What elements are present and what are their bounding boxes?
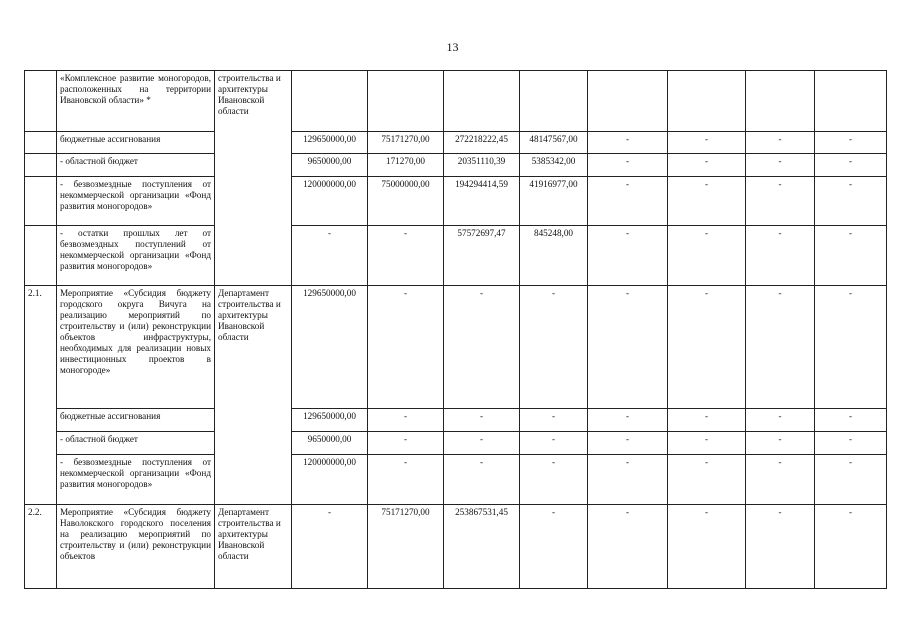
row-name: - областной бюджет xyxy=(57,154,215,177)
value-cell: - xyxy=(292,505,368,589)
value-cell: 129650000,00 xyxy=(292,286,368,409)
value-cell: - xyxy=(815,409,887,432)
table-row xyxy=(25,154,887,177)
value-cell xyxy=(292,71,368,132)
value-cell xyxy=(444,71,520,132)
value-cell xyxy=(588,71,668,132)
budget-table xyxy=(24,70,887,589)
value-cell: 75000000,00 xyxy=(368,177,444,226)
value-cell: - xyxy=(444,286,520,409)
row-number xyxy=(25,132,57,154)
value-cell xyxy=(815,71,887,132)
value-cell: - xyxy=(368,455,444,505)
value-cell: 272218222,45 xyxy=(444,132,520,154)
row-number xyxy=(25,154,57,177)
value-cell: - xyxy=(368,432,444,455)
value-cell: 129650000,00 xyxy=(292,409,368,432)
value-cell: 75171270,00 xyxy=(368,505,444,589)
row-number xyxy=(25,71,57,132)
value-cell: - xyxy=(520,286,588,409)
value-cell: 41916977,00 xyxy=(520,177,588,226)
value-cell: - xyxy=(668,154,746,177)
value-cell: - xyxy=(588,226,668,286)
value-cell: 194294414,59 xyxy=(444,177,520,226)
row-name: бюджетные ассигнования xyxy=(57,132,215,154)
value-cell: - xyxy=(588,177,668,226)
value-cell: - xyxy=(520,432,588,455)
value-cell: - xyxy=(746,432,815,455)
table-row xyxy=(25,432,887,455)
value-cell: - xyxy=(368,286,444,409)
row-name: - безвозмездные поступления от некоммерческой организации «Фонд развития моногородов» xyxy=(57,177,215,226)
value-cell: - xyxy=(746,177,815,226)
value-cell xyxy=(668,71,746,132)
value-cell: - xyxy=(815,154,887,177)
value-cell: - xyxy=(815,455,887,505)
table-row xyxy=(25,286,887,409)
value-cell: - xyxy=(588,432,668,455)
value-cell: - xyxy=(815,505,887,589)
value-cell: 9650000,00 xyxy=(292,432,368,455)
value-cell: - xyxy=(588,409,668,432)
row-name: - безвозмездные поступления от некоммерческой организации «Фонд развития моногородов» xyxy=(57,455,215,505)
value-cell: - xyxy=(815,132,887,154)
value-cell: - xyxy=(815,177,887,226)
value-cell: - xyxy=(520,409,588,432)
table-row xyxy=(25,409,887,432)
row-number: 2.2. xyxy=(25,505,57,589)
value-cell: 48147567,00 xyxy=(520,132,588,154)
table-row xyxy=(25,71,887,132)
value-cell: - xyxy=(746,455,815,505)
row-number xyxy=(25,226,57,286)
table-row xyxy=(25,226,887,286)
value-cell xyxy=(368,71,444,132)
value-cell: 5385342,00 xyxy=(520,154,588,177)
value-cell: - xyxy=(444,409,520,432)
table-row xyxy=(25,455,887,505)
table-row xyxy=(25,177,887,226)
value-cell: 253867531,45 xyxy=(444,505,520,589)
value-cell: - xyxy=(746,154,815,177)
value-cell: 9650000,00 xyxy=(292,154,368,177)
value-cell: - xyxy=(588,132,668,154)
row-name: Мероприятие «Субсидия бюджету городского округа Вичуга на реализацию мероприятий по строительству и (или) реконструкции объектов инфраструктуры, необходимых для реализации новых инвестиционных проектов в моногороде» xyxy=(57,286,215,409)
value-cell: - xyxy=(444,455,520,505)
value-cell: - xyxy=(588,154,668,177)
value-cell: 75171270,00 xyxy=(368,132,444,154)
value-cell: 129650000,00 xyxy=(292,132,368,154)
value-cell xyxy=(746,71,815,132)
row-number: 2.1. xyxy=(25,286,57,505)
value-cell: - xyxy=(668,132,746,154)
value-cell: - xyxy=(588,455,668,505)
row-name: Мероприятие «Субсидия бюджету Наволокского городского поселения на реализацию мероприятий по строительству и (или) реконструкции объектов xyxy=(57,505,215,589)
value-cell: - xyxy=(668,286,746,409)
value-cell: - xyxy=(746,132,815,154)
value-cell: - xyxy=(815,286,887,409)
value-cell: - xyxy=(746,286,815,409)
executor-cell: Департамент строительства и архитектуры Ивановской области xyxy=(215,505,292,589)
value-cell: - xyxy=(668,177,746,226)
value-cell: - xyxy=(520,505,588,589)
table-row xyxy=(25,505,887,589)
value-cell: - xyxy=(668,455,746,505)
value-cell: - xyxy=(520,455,588,505)
value-cell: - xyxy=(292,226,368,286)
executor-cell: строительства и архитектуры Ивановской области xyxy=(215,71,292,286)
value-cell: - xyxy=(746,226,815,286)
row-number xyxy=(25,177,57,226)
page-number: 13 xyxy=(446,40,459,54)
value-cell: - xyxy=(668,505,746,589)
value-cell: 57572697,47 xyxy=(444,226,520,286)
value-cell: 171270,00 xyxy=(368,154,444,177)
value-cell: 120000000,00 xyxy=(292,455,368,505)
value-cell: - xyxy=(668,409,746,432)
row-name: - остатки прошлых лет от безвозмездных поступлений от некоммерческой организации «Фонд развития моногородов» xyxy=(57,226,215,286)
value-cell: - xyxy=(588,505,668,589)
row-name: бюджетные ассигнования xyxy=(57,409,215,432)
value-cell: - xyxy=(368,226,444,286)
value-cell: - xyxy=(746,505,815,589)
row-name: «Комплексное развитие моногородов, расположенных на территории Ивановской области» * xyxy=(57,71,215,132)
table-row xyxy=(25,132,887,154)
executor-cell: Департамент строительства и архитектуры Ивановской области xyxy=(215,286,292,505)
value-cell: - xyxy=(668,432,746,455)
row-name: - областной бюджет xyxy=(57,432,215,455)
value-cell: - xyxy=(815,226,887,286)
value-cell: - xyxy=(368,409,444,432)
value-cell: - xyxy=(444,432,520,455)
value-cell: 20351110,39 xyxy=(444,154,520,177)
value-cell xyxy=(520,71,588,132)
value-cell: - xyxy=(588,286,668,409)
value-cell: - xyxy=(668,226,746,286)
value-cell: 845248,00 xyxy=(520,226,588,286)
value-cell: 120000000,00 xyxy=(292,177,368,226)
value-cell: - xyxy=(815,432,887,455)
value-cell: - xyxy=(746,409,815,432)
